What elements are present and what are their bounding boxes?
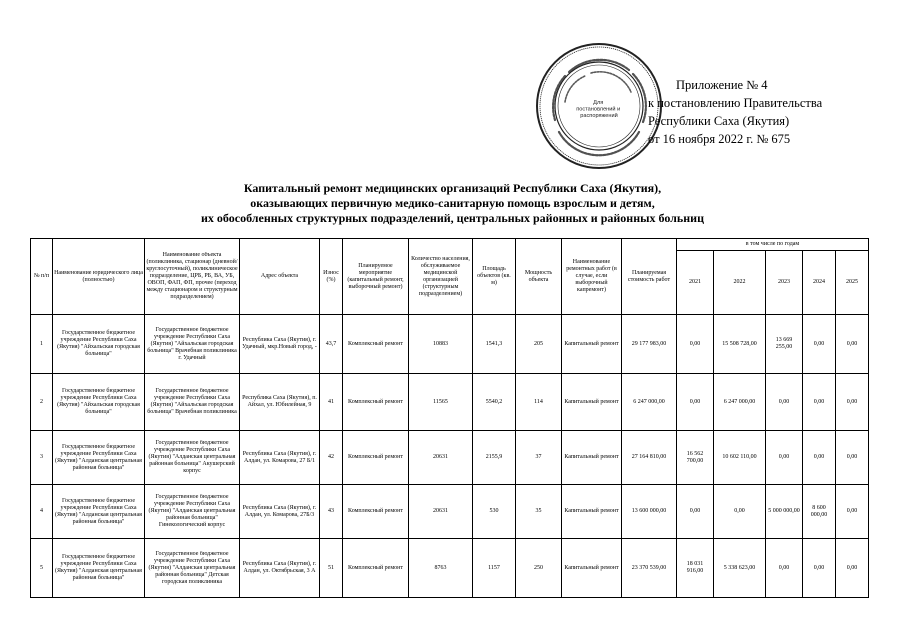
cell-population: 20631 [409, 485, 473, 539]
header-object-text: Наименование объекта (поликлиника, стационар (дневной/круглосуточный), поликлиническое подразделение, ЦРБ, РБ, ВА, УБ, ОВОП, ФАП, ФП, прочее (переход между стационаром и структурным подразделением) [146, 252, 238, 300]
cell-org: Государственное бюджетное учреждение Республики Саха (Якутия) "Алданская центральная районная больница" [53, 431, 145, 485]
header-address: Адрес объекта [240, 239, 320, 315]
cell-capacity: 250 [516, 539, 562, 598]
header-org: Наименование юридического лица (полностью) [53, 239, 145, 315]
cell-capacity: 37 [516, 431, 562, 485]
cell-num: 3 [31, 431, 53, 485]
cell-planned: Комплексный ремонт [343, 431, 409, 485]
cell-object-text: Государственное бюджетное учреждение Республики Саха (Якутия) "Алданская центральная районная больница" Гинекологический корпус [148, 494, 236, 528]
cell-2022: 15 508 728,00 [714, 315, 766, 374]
cell-2023: 0,00 [766, 539, 803, 598]
header-object [145, 239, 240, 315]
cell-2023: 13 669 255,00 [766, 315, 803, 374]
cell-2021: 0,00 [677, 485, 714, 539]
cell-address: Республика Саха (Якутия), г. Удачный, мкр.Новый город, - [240, 315, 320, 374]
cell-area: 2155,9 [473, 431, 516, 485]
cell-2024: 0,00 [803, 431, 836, 485]
cell-2023: 0,00 [766, 431, 803, 485]
cell-org: Государственное бюджетное учреждение Республики Саха (Якутия) "Айхальская городская больница" [53, 315, 145, 374]
header-area: Площадь объектов (кв. м) [473, 239, 516, 315]
cell-cost: 13 600 000,00 [622, 485, 677, 539]
header-years-group: в том числе по годам [677, 239, 869, 251]
header-row-1 [31, 239, 869, 251]
cell-works: Капитальный ремонт [562, 374, 622, 431]
cell-population: 11565 [409, 374, 473, 431]
cell-capacity: 35 [516, 485, 562, 539]
cell-address: Республика Саха (Якутия), г. Алдан, ул. Комарова, 27Б/3 [240, 485, 320, 539]
cell-planned: Комплексный ремонт [343, 315, 409, 374]
cell-2021: 18 031 916,00 [677, 539, 714, 598]
cell-2025: 0,00 [836, 374, 869, 431]
cell-wear: 42 [320, 431, 343, 485]
header-year-2022: 2022 [714, 251, 766, 315]
cell-works: Капитальный ремонт [562, 539, 622, 598]
cell-object [145, 431, 240, 485]
cell-wear: 51 [320, 539, 343, 598]
cell-object-text: Государственное бюджетное учреждение Республики Саха (Якутия) "Айхальская городская больница" Врачебная поликлиника г. Удачный [147, 326, 237, 361]
cell-2021: 0,00 [677, 315, 714, 374]
cell-capacity: 205 [516, 315, 562, 374]
cell-2022: 10 602 110,00 [714, 431, 766, 485]
appendix-line-3: от 16 ноября 2022 г. № 675 [648, 132, 791, 146]
header-population: Количество населения, обслуживаемое медицинской организацией (структурным подразделением) [409, 239, 473, 315]
cell-2025: 0,00 [836, 315, 869, 374]
cell-area: 1541,3 [473, 315, 516, 374]
official-seal [535, 42, 663, 170]
cell-num: 2 [31, 374, 53, 431]
appendix-block [648, 76, 898, 148]
cell-address: Республика Саха (Якутия), п. Айхал, ул. Юбилейная, 9 [240, 374, 320, 431]
table-row [31, 431, 869, 485]
header-year-2021: 2021 [677, 251, 714, 315]
table-row [31, 374, 869, 431]
cell-object [145, 315, 240, 374]
cell-works: Капитальный ремонт [562, 485, 622, 539]
cell-population: 8763 [409, 539, 473, 598]
header-planned: Планируемое мероприятие (капитальный ремонт, выборочный ремонт) [343, 239, 409, 315]
cell-object-text: Государственное бюджетное учреждение Республики Саха (Якутия) "Айхальская городская больница" Врачебная поликлиника [147, 388, 237, 415]
cell-2021: 0,00 [677, 374, 714, 431]
header-cost: Планируемая стоимость работ [622, 239, 677, 315]
cell-wear: 43,7 [320, 315, 343, 374]
document-title [0, 181, 905, 226]
cell-wear: 43 [320, 485, 343, 539]
table-row [31, 485, 869, 539]
cell-2024: 0,00 [803, 315, 836, 374]
cell-2022: 5 338 623,00 [714, 539, 766, 598]
cell-2022: 6 247 000,00 [714, 374, 766, 431]
cell-num: 4 [31, 485, 53, 539]
cell-cost: 6 247 000,00 [622, 374, 677, 431]
table-row [31, 315, 869, 374]
cell-population: 10883 [409, 315, 473, 374]
cell-2021: 16 562 700,00 [677, 431, 714, 485]
cell-planned: Комплексный ремонт [343, 485, 409, 539]
cell-planned: Комплексный ремонт [343, 374, 409, 431]
cell-2024: 0,00 [803, 374, 836, 431]
seal-inner-text: Для постановлений и распоряжений [576, 100, 621, 119]
cell-object [145, 374, 240, 431]
cell-2022: 0,00 [714, 485, 766, 539]
cell-2024: 8 600 000,00 [803, 485, 836, 539]
cell-works: Капитальный ремонт [562, 315, 622, 374]
cell-object [145, 539, 240, 598]
cell-org: Государственное бюджетное учреждение Республики Саха (Якутия) "Алданская центральная районная больница" [53, 539, 145, 598]
cell-capacity: 114 [516, 374, 562, 431]
title-line-3: их обособленных структурных подразделений, центральных районных и районных больниц [201, 211, 704, 225]
cell-population: 20631 [409, 431, 473, 485]
header-wear: Износ (%) [320, 239, 343, 315]
cell-address: Республика Саха (Якутия), г. Алдан, ул. Комарова, 27 Б/1 [240, 431, 320, 485]
header-year-2025: 2025 [836, 251, 869, 315]
header-year-2024: 2024 [803, 251, 836, 315]
cell-org: Государственное бюджетное учреждение Республики Саха (Якутия) "Айхальская городская больница" [53, 374, 145, 431]
header-works: Наименование ремонтных работ (в случае, если выборочный капремонт) [562, 239, 622, 315]
table-row [31, 539, 869, 598]
cell-cost: 27 164 810,00 [622, 431, 677, 485]
cell-2024: 0,00 [803, 539, 836, 598]
cell-object [145, 485, 240, 539]
cell-area: 1157 [473, 539, 516, 598]
cell-num: 5 [31, 539, 53, 598]
title-line-2: оказывающих первичную медико-санитарную помощь взрослым и детям, [250, 196, 655, 210]
cell-2023: 5 000 000,00 [766, 485, 803, 539]
cell-address: Республика Саха (Якутия), г. Алдан, ул. Октябрьская, 3 А [240, 539, 320, 598]
cell-2025: 0,00 [836, 431, 869, 485]
cell-object-text: Государственное бюджетное учреждение Республики Саха (Якутия) "Алданская центральная районная больница" Акушерский корпус [148, 440, 236, 474]
cell-wear: 41 [320, 374, 343, 431]
cell-planned: Комплексный ремонт [343, 539, 409, 598]
appendix-line-2: Республики Саха (Якутия) [648, 114, 790, 128]
appendix-number: Приложение № 4 [676, 78, 768, 92]
cell-2023: 0,00 [766, 374, 803, 431]
cell-org: Государственное бюджетное учреждение Республики Саха (Якутия) "Алданская центральная районная больница" [53, 485, 145, 539]
title-line-1: Капитальный ремонт медицинских организаций Республики Саха (Якутия), [243, 181, 662, 195]
header-num: № п/п [31, 239, 53, 315]
cell-cost: 23 370 539,00 [622, 539, 677, 598]
header-capacity: Мощность объекта [516, 239, 562, 315]
header-year-2023: 2023 [766, 251, 803, 315]
cell-works: Капитальный ремонт [562, 431, 622, 485]
repair-table [30, 238, 869, 598]
cell-area: 5540,2 [473, 374, 516, 431]
cell-2025: 0,00 [836, 539, 869, 598]
cell-object-text: Государственное бюджетное учреждение Республики Саха (Якутия) "Алданская центральная районная больница" Детская городская поликлиника [148, 550, 236, 585]
cell-2025: 0,00 [836, 485, 869, 539]
cell-area: 530 [473, 485, 516, 539]
cell-num: 1 [31, 315, 53, 374]
appendix-line-1: к постановлению Правительства [648, 96, 823, 110]
cell-cost: 29 177 983,00 [622, 315, 677, 374]
